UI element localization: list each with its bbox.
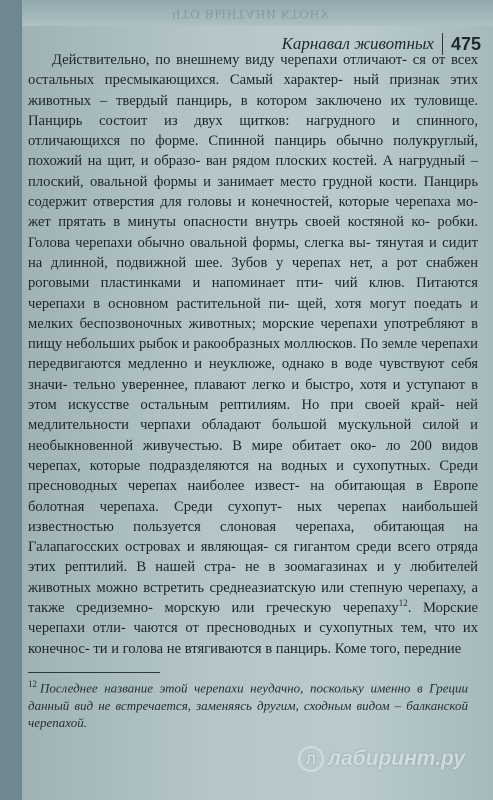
footnote-ref: 12 bbox=[398, 598, 408, 609]
section-title: Карнавал животных bbox=[281, 34, 434, 53]
bleed-through-text: ЧТО ВЫНТАНИ КТОНУ bbox=[172, 7, 331, 22]
bleed-through-strip bbox=[22, 0, 493, 26]
footnote-text: Последнее название этой черепахи неудачно, поскольку именно в Греции данный вид не встречается, заменяясь другим, сходным видом – балканской черепахой. bbox=[28, 680, 468, 731]
watermark-logo bbox=[298, 746, 465, 772]
footnote bbox=[28, 676, 468, 732]
book-page bbox=[22, 0, 493, 800]
labirint-logo-icon: Л bbox=[298, 746, 324, 772]
body-text bbox=[28, 50, 478, 659]
watermark-text: лабиринт.ру bbox=[327, 747, 465, 770]
page-number: 475 bbox=[450, 33, 481, 54]
footnote-number: 12 bbox=[28, 679, 37, 689]
footnote-divider bbox=[28, 672, 160, 673]
paragraph: Действительно, по внешнему виду черепахи отличают- ся от всех остальных пресмыкающихся. Самый характер- ный признак этих животных – твердый панцирь, в котором заключено их туловище. Панцирь состоит из двух щитков: нагрудного и спинного, отличающихся по форме. Спинной панцирь обычно полукруглый, похожий на щит, и образо- ван рядом плоских костей. А нагрудный – плоский, овальной формы и занимает место грудной кости. Панцирь содержит отверстия для головы и конечностей, которые черепаха мо- жет прятать в минуты опасности внутрь своей костяной ко- робки. Голова черепахи обычно овальной формы, слегка вы- тянутая и сидит на длинной, подвижной шее. Зубов у черепах нет, а рот снабжен роговыми пластинками и напоминает пти- чий клюв. Питаются черепахи в основном растительной пи- щей, хотя могут поедать и мелких беспозвоночных животных; морские черепахи употребляют в пищу небольших рыбок и ракообразных моллюсков. По земле черепахи передвигаются медленно и неуклюже, однако в воде чувствуют себя значи- тельно увереннее, плавают легко и быстро, хотя и уступают в этом искусстве остальным рептилиям. Но при своей край- ней медлительности черпахи обладают большой мускульной силой и необыкновенной живучестью. В мире обитает око- ло 200 видов черепах, которые подразделяются на водных и сухопутных. Среди пресноводных черепах наиболее извест- на обитающая в Европе болотная черепаха. Среди сухопут- ных черепах наибольшей известностью пользуется слоновая черепаха, обитающая на Галапагосских островах и являющая- ся гигантом среди всего отряда этих рептилий. В нашей стра- не в зоомагазинах и у любителей животных можно встретить среднеазиатскую или степную черепаху, а также средиземно- морскую или греческую черепаху$^{12}$. Морские черепахи отли- чаются от пресноводных и сухопутных тем, что их конечнос- ти и голова не втягиваются в панцирь. Коме того, передние bbox=[28, 52, 479, 657]
